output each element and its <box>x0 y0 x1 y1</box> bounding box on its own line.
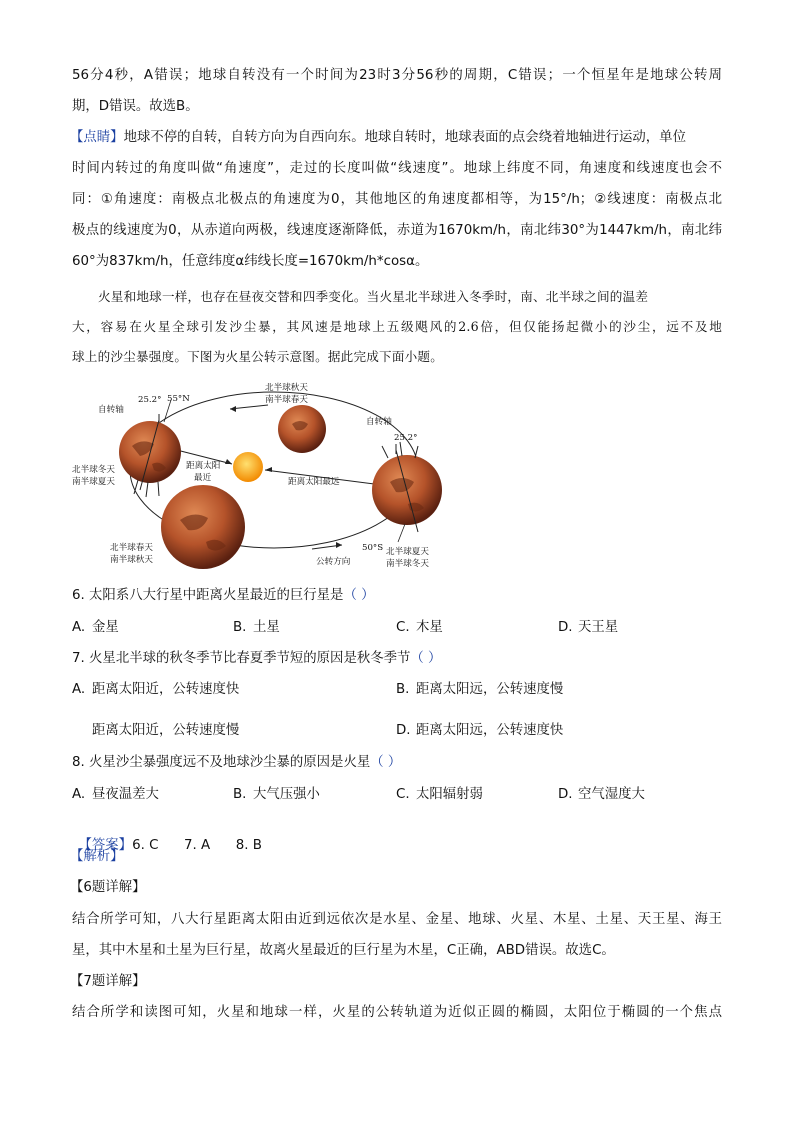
option-7d <box>396 721 563 741</box>
analysis-label: 【解析】 <box>70 849 124 864</box>
text-line: 60°为837km/h，任意纬度α纬线长度=1670km/h*cosα。 <box>72 254 429 269</box>
arrowhead <box>265 467 272 472</box>
option-key: D. <box>558 787 573 802</box>
option-text: 木星 <box>416 620 443 635</box>
season-label-right: 南半球冬天 <box>386 559 429 569</box>
text-line: 时间内转过的角度叫做“角速度”，走过的长度叫做“线速度”。地球上纬度不同，角速度和线速度也会不 <box>72 161 722 176</box>
latitude-line-right <box>398 524 405 542</box>
question-6 <box>72 586 375 606</box>
text-line: 星，其中木星和土星为巨行星，故离火星最近的巨行星为木星，C正确，ABD错误。故选C。 <box>72 943 615 958</box>
analysis-heading <box>70 847 124 867</box>
option-text: 金星 <box>92 620 119 635</box>
option-key: C. <box>396 787 410 802</box>
question-stem: 7. 火星北半球的秋冬季节比春夏季节短的原因是秋冬季节 <box>72 651 411 666</box>
question-7 <box>72 649 441 669</box>
season-label-top: 北半球秋天 <box>265 383 308 393</box>
question-stem: 6. 太阳系八大行星中距离火星最近的巨行星是 <box>72 588 344 603</box>
near-label: 距离太阳 <box>186 461 221 471</box>
detail6-heading: 【6题详解】 <box>70 880 146 895</box>
near-label: 最近 <box>194 473 212 483</box>
option-key: A. <box>72 682 86 697</box>
option-text: 天王星 <box>578 620 619 635</box>
option-6d <box>558 618 618 638</box>
detail7-heading: 【7题详解】 <box>70 974 146 989</box>
season-label-left: 北半球冬天 <box>72 465 115 475</box>
answer-bracket: （ ） <box>370 755 402 770</box>
option-text: 距离太阳近，公转速度慢 <box>92 723 240 738</box>
intro-line: 火星和地球一样，也存在昼夜交替和四季变化。当火星北半球进入冬季时，南、北半球之间的温差 <box>98 289 649 304</box>
latitude-label-right: 50°S <box>362 543 384 553</box>
answer-bracket: （ ） <box>343 588 375 603</box>
option-6a <box>72 618 119 638</box>
text-line: 56分4秒，A错误；地球自转没有一个时间为23时3分56秒的周期，C错误；一个恒星年是地球公转周 <box>72 68 722 83</box>
mars-orbit-diagram <box>60 372 460 582</box>
dianjing-label: 【点睛】 <box>70 130 124 145</box>
option-8c <box>396 785 483 805</box>
answer-label: 【答案】 <box>78 838 133 853</box>
option-6b <box>233 618 280 638</box>
season-label-bottom-left: 北半球春天 <box>110 543 153 553</box>
ray-line <box>146 482 148 497</box>
season-label-top: 南半球春天 <box>265 395 308 405</box>
arrowhead <box>230 406 236 412</box>
text-line: 同：①角速度：南极点北极点的角速度为0，其他地区的角速度都相等，为15°/h；②线速度：南极点北 <box>72 192 722 207</box>
ray-line <box>400 442 402 456</box>
dianjing-paragraph <box>70 128 686 148</box>
angle-label-left: 25.2° <box>138 395 162 405</box>
option-key: B. <box>396 682 410 697</box>
latitude-label-left: 55°N <box>167 394 190 404</box>
option-8d <box>558 785 645 805</box>
option-7a <box>72 680 239 700</box>
option-7c <box>72 721 239 741</box>
option-text: 昼夜温差大 <box>92 787 159 802</box>
intro-line: 球上的沙尘暴强度。下图为火星公转示意图。据此完成下面小题。 <box>72 349 444 364</box>
option-text: 距离太阳远，公转速度快 <box>416 723 564 738</box>
text-line: 结合所学可知，八大行星距离太阳由近到远依次是水星、金星、地球、火星、木星、土星、天王星、海王 <box>72 912 722 927</box>
option-key: D. <box>558 620 573 635</box>
question-8 <box>72 753 401 773</box>
text-line: 结合所学和读图可知，火星和地球一样，火星的公转轨道为近似正圆的椭圆，太阳位于椭圆的一个焦点 <box>72 1005 722 1020</box>
text-line: 极点的线速度为0，从赤道向两极，线速度逐渐降低，赤道为1670km/h，南北纬30°为1447km/h，南北纬 <box>72 223 722 238</box>
text-line: 地球不停的自转，自转方向为自西向东。地球自转时，地球表面的点会绕着地轴进行运动，单位 <box>123 130 686 145</box>
arrowhead <box>225 459 232 464</box>
ray-line <box>158 482 159 496</box>
axis-label-right: 自转轴 <box>366 417 392 427</box>
option-text: 距离太阳近，公转速度快 <box>92 682 240 697</box>
angle-label-right: 25.2° <box>394 433 418 443</box>
season-label-right: 北半球夏天 <box>386 547 429 557</box>
option-7b <box>396 680 563 700</box>
direction-label: 公转方向 <box>316 557 351 567</box>
option-key: A. <box>72 787 86 802</box>
option-key: B. <box>233 787 247 802</box>
question-stem: 8. 火星沙尘暴强度远不及地球沙尘暴的原因是火星 <box>72 755 371 770</box>
option-key: D. <box>396 723 411 738</box>
arrowhead <box>336 542 342 548</box>
answer-text: 6. C 7. A 8. B <box>132 838 262 853</box>
season-label-bottom-left: 南半球秋天 <box>110 555 153 565</box>
option-key <box>72 721 92 741</box>
season-label-left: 南半球夏天 <box>72 477 115 487</box>
option-text: 距离太阳远，公转速度慢 <box>416 682 564 697</box>
option-key: C. <box>396 620 410 635</box>
sun <box>233 452 263 482</box>
far-label: 距离太阳最远 <box>288 477 340 487</box>
option-8b <box>233 785 320 805</box>
intro-line: 大，容易在火星全球引发沙尘暴，其风速是地球上五级飓风的2.6倍，但仅能扬起微小的沙尘，远不及地 <box>72 319 722 334</box>
axis-label-left: 自转轴 <box>98 405 124 415</box>
ray-line <box>382 446 388 458</box>
mars-planet-bottom <box>161 485 245 569</box>
option-text: 土星 <box>253 620 280 635</box>
ray-line <box>415 446 418 458</box>
option-key: B. <box>233 620 247 635</box>
answer-bracket: （ ） <box>410 651 442 666</box>
text-line: 期，D错误。故选B。 <box>72 99 199 114</box>
option-text: 大气压强小 <box>253 787 320 802</box>
option-text: 太阳辐射弱 <box>416 787 483 802</box>
option-text: 空气湿度大 <box>578 787 645 802</box>
option-8a <box>72 785 159 805</box>
option-key: A. <box>72 620 86 635</box>
option-6c <box>396 618 443 638</box>
